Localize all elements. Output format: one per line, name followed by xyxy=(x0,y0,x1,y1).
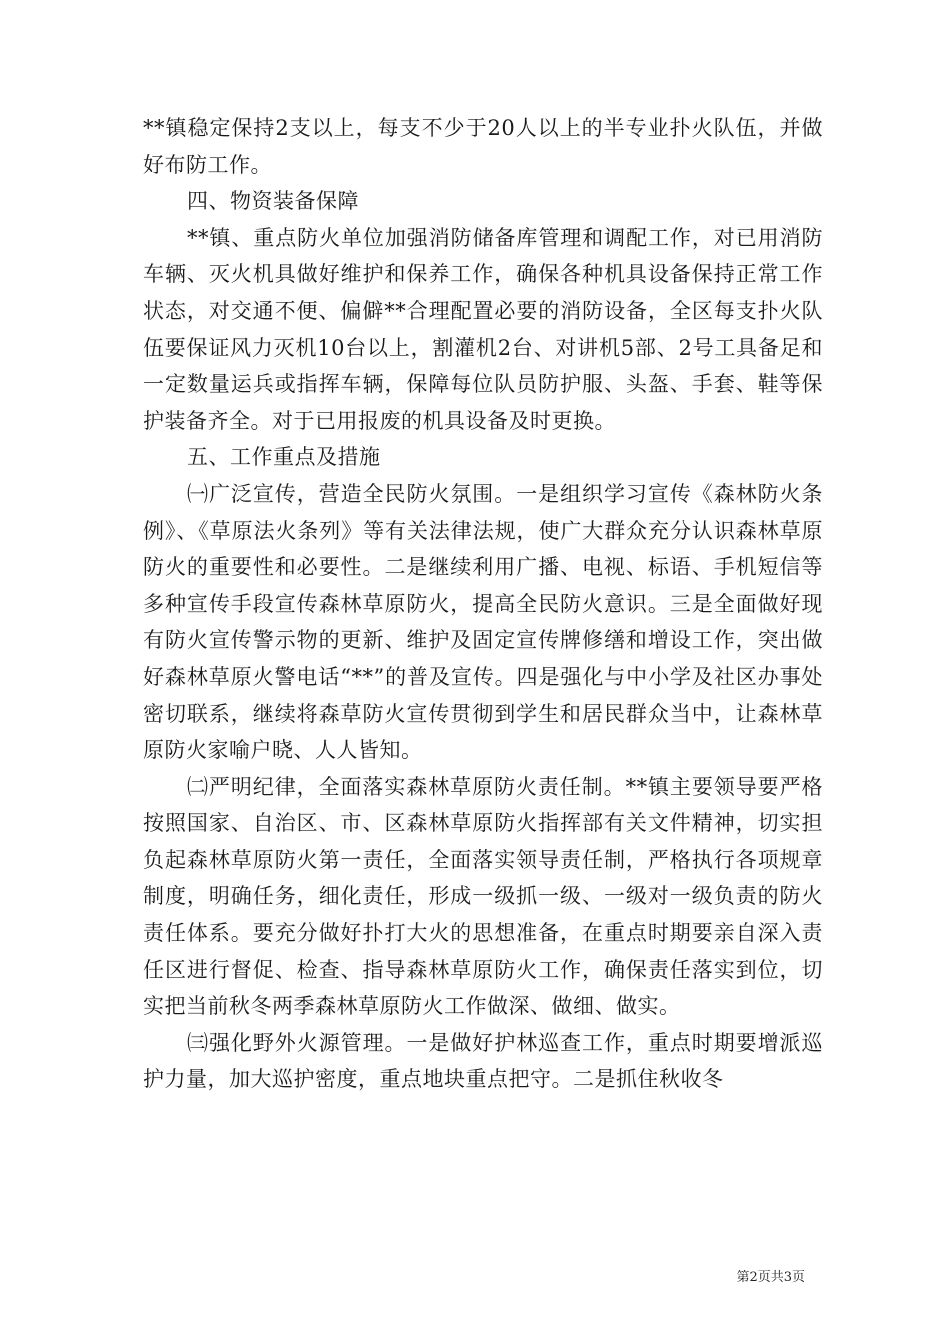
document-body xyxy=(143,110,823,1098)
paragraph-fire-source: ㈢强化野外火源管理。一是做好护林巡查工作，重点时期要增派巡护力量，加大巡护密度，重点地块重点把守。二是抓住秋收冬 xyxy=(143,1030,823,1092)
section-heading-materials: 四、物资装备保障 xyxy=(187,189,359,214)
page-number: 第2页共3页 xyxy=(736,1270,805,1285)
paragraph-discipline: ㈡严明纪律，全面落实森林草原防火责任制。**镇主要领导要严格按照国家、自治区、市、区森林草原防火指挥部有关文件精神，切实担负起森林草原防火第一责任，全面落实领导责任制，严格执行各项规章制度，明确任务，细化责任，形成一级抓一级、一级对一级负责的防火责任体系。要充分做好扑打大火的思想准备，在重点时期要亲自深入责任区进行督促、检查、指导森林草原防火工作，确保责任落实到位，切实把当前秋冬两季森林草原防火工作做深、做细、做实。 xyxy=(143,774,823,1019)
section-heading-measures: 五、工作重点及措施 xyxy=(187,445,381,470)
paragraph-publicity: ㈠广泛宣传，营造全民防火氛围。一是组织学习宣传《森林防火条例》、《草原法火条列》等有关法律法规，使广大群众充分认识森林草原防火的重要性和必要性。二是继续利用广播、电视、标语、手机短信等多种宣传手段宣传森林草原防火，提高全民防火意识。三是全面做好现有防火宣传警示物的更新、维护及固定宣传牌修缮和增设工作，突出做好森林草原火警电话“**”的普及宣传。四是强化与中小学及社区办事处密切联系，继续将森草防火宣传贯彻到学生和居民群众当中，让森林草原防火家喻户晓、人人皆知。 xyxy=(143,481,823,763)
paragraph-materials: **镇、重点防火单位加强消防储备库管理和调配工作，对已用消防车辆、灭火机具做好维护和保养工作，确保各种机具设备保持正常工作状态，对交通不便、偏僻**合理配置必要的消防设备，全区每支扑火队伍要保证风力灭机10台以上，割灌机2台、对讲机5部、2号工具备足和一定数量运兵或指挥车辆，保障每位队员防护服、头盔、手套、鞋等保护装备齐全。对于已用报废的机具设备及时更换。 xyxy=(143,225,823,433)
paragraph-continuation: **镇稳定保持2支以上，每支不少于20人以上的半专业扑火队伍，并做好布防工作。 xyxy=(143,116,823,177)
